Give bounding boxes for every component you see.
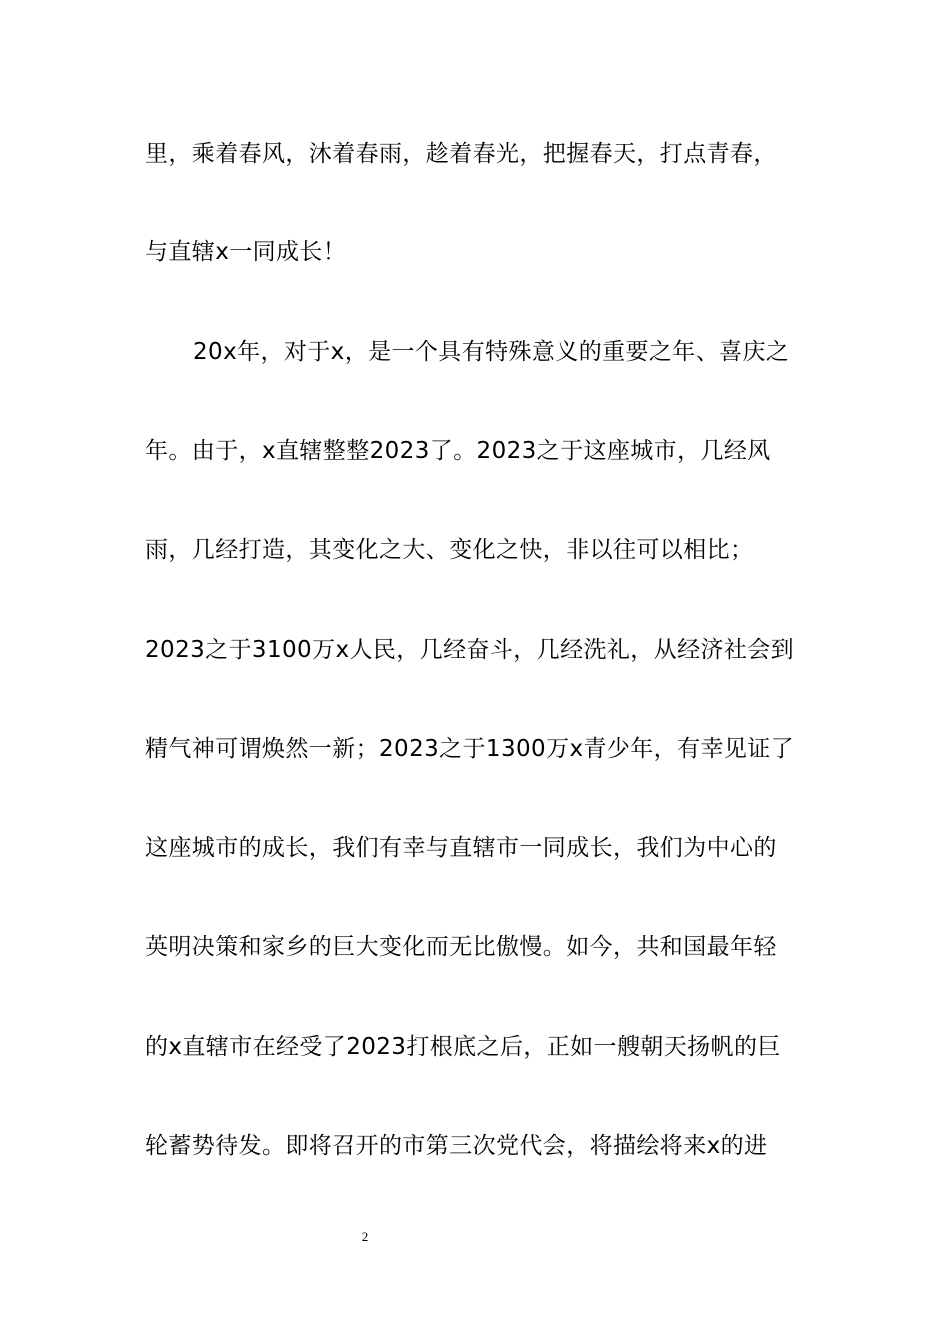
text-line: 轮蓄势待发。即将召开的市第三次党代会，将描绘将来x的进 (145, 1133, 768, 1159)
paragraph-first-line: 20x年，对于x，是一个具有特殊意义的重要之年、喜庆之 (193, 339, 790, 365)
text-line: 的x直辖市在经受了2023打根底之后，正如一艘朝天扬帆的巨 (145, 1034, 781, 1060)
text-line: 年。由于，x直辖整整2023了。2023之于这座城市，几经风 (145, 438, 771, 464)
text-line: 这座城市的成长，我们有幸与直辖市一同成长，我们为中心的 (145, 835, 777, 861)
page-number: 2 (361, 1229, 369, 1244)
text-line: 英明决策和家乡的巨大变化而无比傲慢。如今，共和国最年轻 (145, 934, 777, 960)
text-line: 里，乘着春风，沐着春雨，趁着春光，把握春天，打点青春， (145, 141, 777, 167)
text-line: 2023之于3100万x人民，几经奋斗，几经洗礼，从经济社会到 (145, 637, 795, 663)
text-line: 与直辖x一同成长！ (145, 239, 347, 265)
text-line: 雨，几经打造，其变化之大、变化之快，非以往可以相比； (145, 537, 754, 563)
text-line: 精气神可谓焕然一新；2023之于1300万x青少年，有幸见证了 (145, 736, 795, 762)
